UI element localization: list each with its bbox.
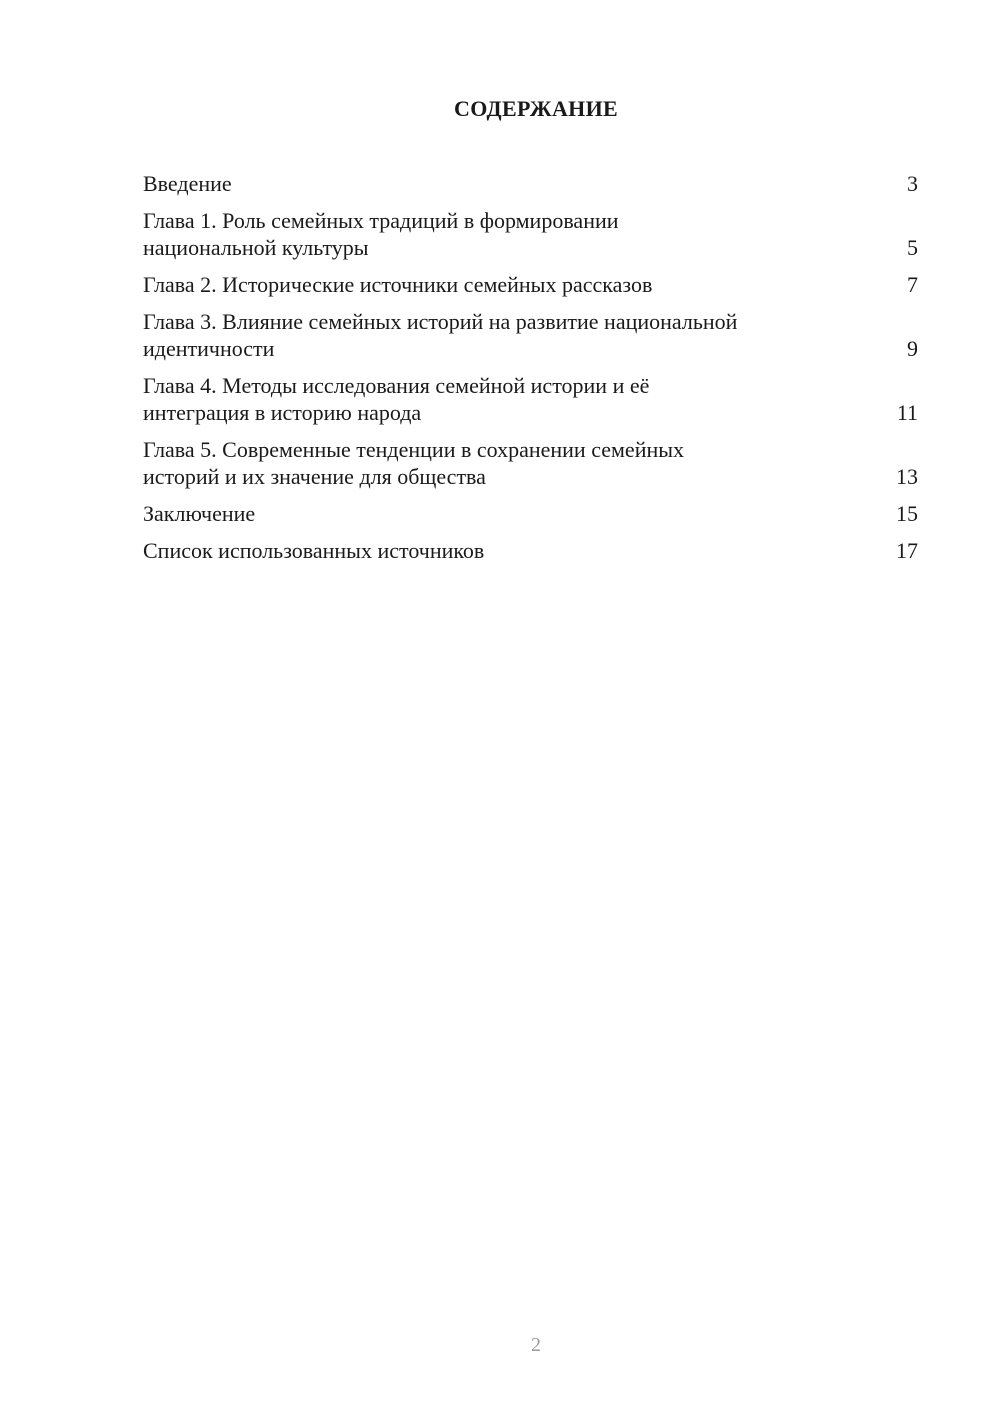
toc-entry xyxy=(143,207,918,261)
table-of-contents xyxy=(143,170,918,574)
toc-entry-page: 13 xyxy=(896,464,918,489)
toc-entry-title: Список использованных источников xyxy=(143,538,485,563)
toc-entry-title: Глава 1. Роль семейных традиций в формировании национальной культуры xyxy=(143,208,619,260)
toc-entry-page: 15 xyxy=(896,501,918,526)
toc-entry-page: 7 xyxy=(907,272,918,297)
toc-entry-title: Глава 5. Современные тенденции в сохранении семейных историй и их значение для общества xyxy=(143,437,685,489)
toc-entry-title: Глава 4. Методы исследования семейной истории и её интеграция в историю народа xyxy=(143,373,650,425)
toc-entry xyxy=(143,372,918,426)
toc-entry-page: 5 xyxy=(907,235,918,260)
toc-entry-page: 11 xyxy=(896,400,918,425)
toc-entry-page: 17 xyxy=(896,538,918,563)
toc-entry-page: 3 xyxy=(907,171,918,196)
toc-entry-title: Заключение xyxy=(143,501,256,526)
toc-entry xyxy=(143,500,918,527)
page-number: 2 xyxy=(531,1334,541,1356)
page-title: СОДЕРЖАНИЕ xyxy=(454,96,618,121)
toc-entry xyxy=(143,271,918,298)
toc-entry xyxy=(143,170,918,197)
toc-entry xyxy=(143,436,918,490)
toc-entry xyxy=(143,537,918,564)
toc-entry-title: Глава 2. Исторические источники семейных рассказов xyxy=(143,272,653,297)
toc-entry-title: Глава 3. Влияние семейных историй на развитие национальной идентичности xyxy=(143,309,738,361)
toc-entry-page: 9 xyxy=(907,336,918,361)
toc-entry-title: Введение xyxy=(143,171,232,196)
toc-entry xyxy=(143,308,918,362)
